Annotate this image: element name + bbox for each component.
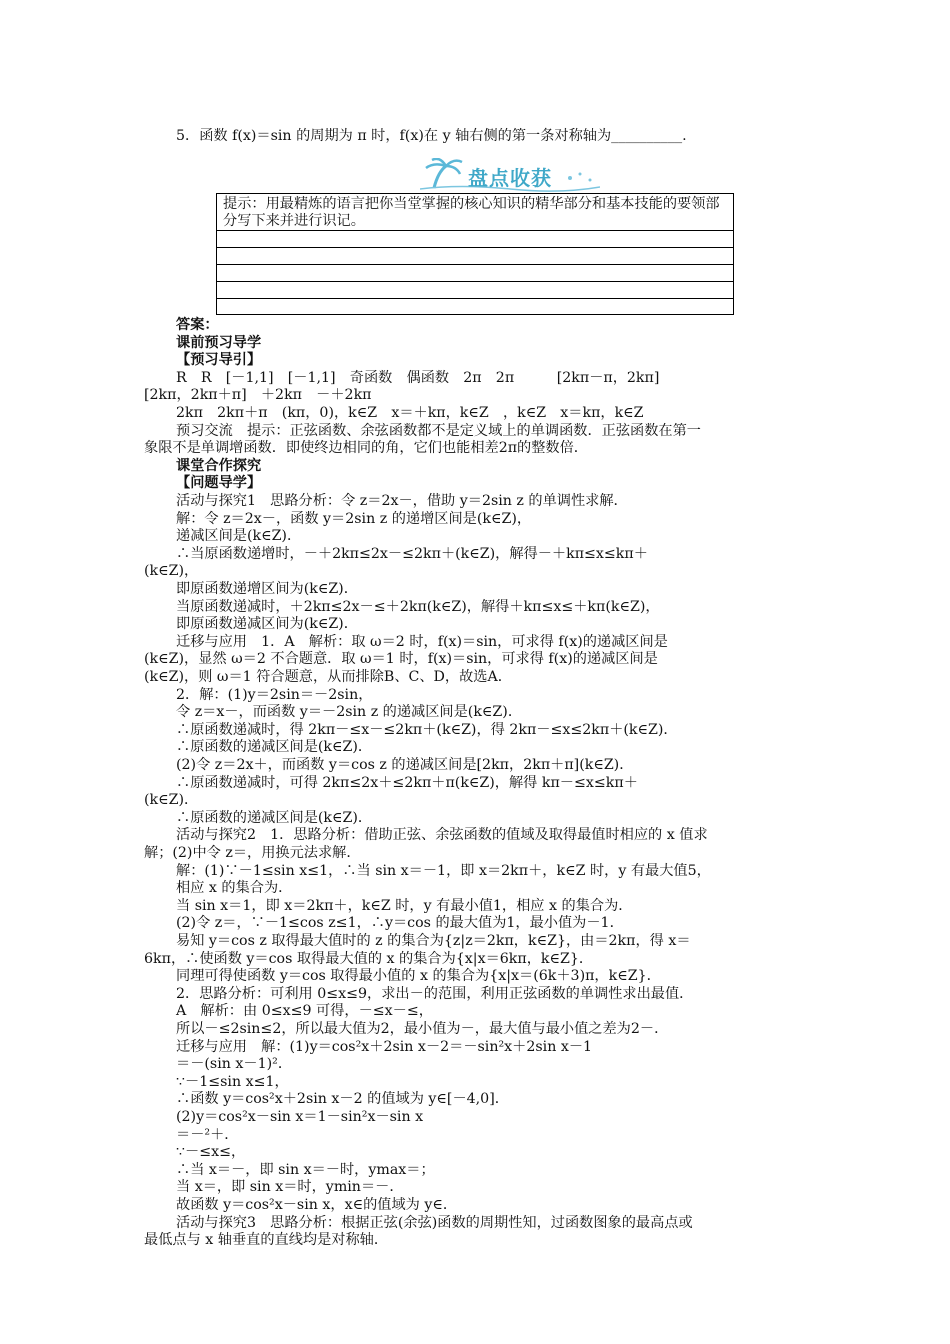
answer-line: 递减区间是(k∈Z)． [176, 528, 302, 545]
answer-line: ∴当 x＝－，即 sin x＝－时，ymax＝； [176, 1161, 435, 1178]
answer-line: 当 sin x＝1，即 x＝2kπ＋，k∈Z 时，y 有最小值1，相应 x 的集合为． [176, 897, 633, 914]
answer-line: 2．解：(1)y＝2sin＝－2sin， [176, 686, 373, 703]
answer-line: 【预习导引】 [176, 352, 262, 369]
answer-line: (k∈Z)，则 ω＝1 符合题意，从而排除B、C、D，故选A． [144, 669, 512, 685]
answer-line: 象限不是单调增函数．即使终边相同的角，它们也能相差2π的整数倍． [144, 440, 588, 457]
note-line [217, 298, 733, 299]
answer-line: (k∈Z)，显然 ω＝2 不合题意．取 ω＝1 时，f(x)＝sin，可求得 f(x)的递减区间是 [144, 651, 658, 668]
answer-line: 最低点与 x 轴垂直的直线均是对称轴． [144, 1232, 389, 1249]
answer-line: ∴原函数的递减区间是(k∈Z)． [176, 739, 373, 756]
notes-hint: 提示：用最精炼的语言把你当堂掌握的核心知识的精华部分和基本技能的要领部分写下来并进行识记。 [223, 196, 720, 229]
answer-line: 易知 y＝cos z 取得最大值时的 z 的集合为{z|z＝2kπ，k∈Z}，由＝2kπ，得 x＝ [176, 933, 691, 949]
answer-line: 所以－≤2sin≤2，所以最大值为2，最小值为－，最大值与最小值之差为2－． [176, 1021, 669, 1037]
answer-line: 故函数 y＝cos²x－sin x，x∈的值域为 y∈． [176, 1197, 458, 1213]
answer-line: 活动与探究1 思路分析：令 z＝2x－，借助 y＝2sin z 的单调性求解． [176, 493, 628, 509]
answer-line: ∵－1≤sin x≤1， [176, 1073, 289, 1090]
answer-line: 同理可得使函数 y＝cos 取得最小值的 x 的集合为{x|x＝(6k＋3)π，k∈Z}． [176, 968, 661, 985]
answer-line: 解：令 z＝2x－，函数 y＝2sin z 的递增区间是(k∈Z)， [176, 510, 532, 527]
answer-line: 课堂合作探究 [176, 457, 262, 474]
notes-box [216, 193, 734, 315]
answer-line: 令 z＝x－，而函数 y＝－2sin z 的递减区间是(k∈Z)． [176, 704, 523, 721]
answer-line: 即原函数递减区间为(k∈Z)． [176, 616, 358, 633]
answer-line: (2)y＝cos²x－sin x＝1－sin²x－sin x [176, 1109, 424, 1125]
answer-line: 2kπ 2kπ＋π (kπ，0)，k∈Z x＝＋kπ，k∈Z ，k∈Z x＝kπ，k∈Z [176, 405, 644, 421]
answer-line: 6kπ，∴使函数 y＝cos 取得最大值的 x 的集合为{x|x＝6kπ，k∈Z}． [144, 950, 594, 967]
answer-line: ∴当原函数递增时，－＋2kπ≤2x－≤2kπ＋(k∈Z)，解得－＋kπ≤x≤kπ＋ [176, 545, 648, 562]
answer-line: ＝－²＋． [176, 1126, 239, 1143]
section-banner [420, 158, 600, 192]
answer-line: ∴原函数递减时，得 2kπ－≤x－≤2kπ＋(k∈Z)，得 2kπ－≤x≤2kπ＋(k∈Z)． [176, 721, 678, 738]
answer-line: 【问题导学】 [176, 475, 262, 492]
answer-line: 解；(2)中令 z＝，用换元法求解． [144, 845, 361, 861]
answer-line: ∴原函数的递减区间是(k∈Z)． [176, 809, 373, 826]
answer-line: 迁移与应用 1．A 解析：取 ω＝2 时，f(x)＝sin，可求得 f(x)的递减区间是 [176, 633, 668, 650]
note-line [217, 281, 733, 282]
answer-line: ∴函数 y＝cos²x＋2sin x－2 的值域为 y∈[－4,0]． [176, 1091, 509, 1108]
answer-line: ＝－(sin x－1)²． [176, 1056, 293, 1073]
answer-line: 当 x＝，即 sin x＝时，ymin＝－． [176, 1179, 404, 1196]
answer-line: 活动与探究2 1．思路分析：借助正弦、余弦函数的值域及取得最值时相应的 x 值求 [176, 827, 708, 844]
answer-line: R R [－1,1] [－1,1] 奇函数 偶函数 2π 2π [2kπ－π，2kπ] [176, 369, 660, 386]
answer-line: 解：(1)∵－1≤sin x≤1，∴当 sin x＝－1，即 x＝2kπ＋，k∈Z 时，y 有最大值5， [176, 862, 711, 879]
answer-line: ∵－≤x≤， [176, 1144, 246, 1161]
answer-line: [2kπ，2kπ＋π] ＋2kπ －＋2kπ [144, 387, 372, 404]
note-line [217, 247, 733, 248]
answer-line: 当原函数递减时，＋2kπ≤2x－≤＋2kπ(k∈Z)，解得＋kπ≤x≤＋kπ(k∈Z)， [176, 598, 660, 615]
answer-line: 活动与探究3 思路分析：根据正弦(余弦)函数的周期性知，过函数图象的最高点或 [176, 1214, 693, 1231]
answer-line: 答案： [176, 317, 219, 333]
banner-title: 盘点收获 [468, 166, 552, 190]
answer-line: (2)令 z＝，∵－1≤cos z≤1，∴y＝cos 的最大值为1，最小值为－1． [176, 915, 624, 932]
answer-line: 相应 x 的集合为． [176, 880, 293, 897]
answer-line: 预习交流 提示：正弦函数、余弦函数都不是定义域上的单调函数．正弦函数在第一 [176, 422, 701, 439]
answer-line: 课前预习导学 [176, 334, 262, 351]
answer-line: A 解析：由 0≤x≤9 可得，－≤x－≤， [176, 1003, 433, 1020]
answer-line: 迁移与应用 解：(1)y＝cos²x＋2sin x－2＝－sin²x＋2sin x－1 [176, 1038, 593, 1055]
answer-line: (k∈Z)， [144, 563, 199, 580]
answer-line: 即原函数递增区间为(k∈Z)． [176, 581, 358, 597]
answer-line: ∴原函数递减时，可得 2kπ≤2x＋≤2kπ＋π(k∈Z)，解得 kπ－≤x≤kπ＋ [176, 774, 638, 791]
answer-line: (2)令 z＝2x＋，而函数 y＝cos z 的递减区间是[2kπ，2kπ＋π](k∈Z)． [176, 757, 634, 773]
answer-line: (k∈Z)． [144, 792, 199, 809]
answer-line: 2．思路分析：可利用 0≤x≤9，求出－的范围，利用正弦函数的单调性求出最值． [176, 985, 694, 1002]
question-5: 5．函数 f(x)＝sin 的周期为 π 时，f(x)在 y 轴右侧的第一条对称轴为__________. [176, 128, 687, 144]
note-line [217, 264, 733, 265]
note-line [217, 230, 733, 231]
